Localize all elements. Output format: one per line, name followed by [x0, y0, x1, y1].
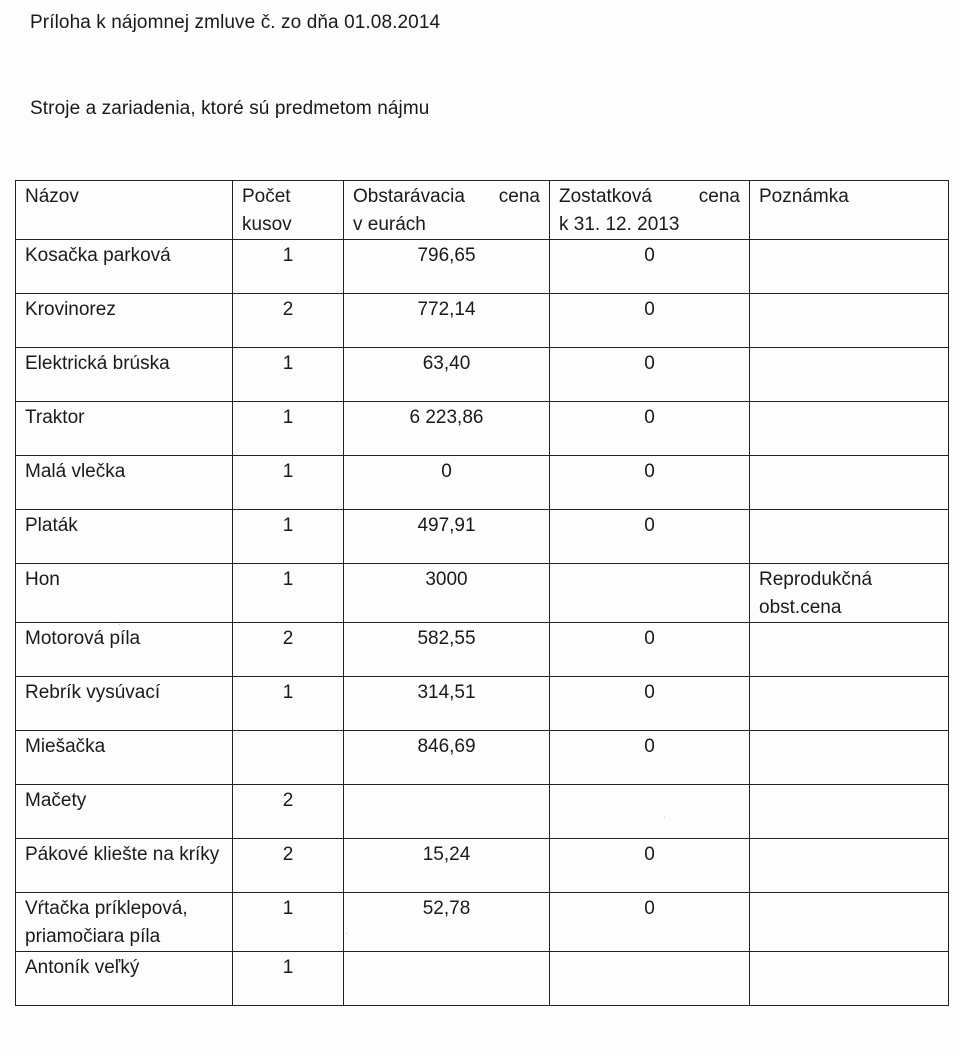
cell-name — [16, 564, 233, 623]
table-row — [16, 785, 949, 839]
cell-name — [16, 731, 233, 785]
cell-note — [750, 240, 949, 294]
cell-name — [16, 893, 233, 952]
cell-price — [344, 294, 550, 348]
cell-price-text: 846,69 — [417, 736, 476, 757]
cell-residual-text: 0 — [644, 299, 655, 320]
cell-count-text: 1 — [282, 461, 294, 482]
cell-note — [750, 785, 949, 839]
cell-residual — [550, 348, 750, 402]
cell-residual — [550, 839, 750, 893]
cell-count-text: 2 — [282, 844, 294, 865]
cell-count-text: 1 — [282, 569, 294, 590]
cell-price-text: 15,24 — [422, 844, 471, 865]
table-row — [16, 677, 949, 731]
header-count-line1: Počet — [242, 186, 291, 207]
cell-name-text: Kosačka parková — [25, 245, 171, 266]
cell-residual-text: 0 — [644, 461, 655, 482]
cell-count — [233, 839, 344, 893]
cell-name — [16, 839, 233, 893]
cell-price — [344, 839, 550, 893]
cell-price — [344, 456, 550, 510]
cell-name — [16, 348, 233, 402]
cell-residual-text: 0 — [644, 407, 655, 428]
table-body — [16, 240, 949, 1006]
cell-price — [344, 785, 550, 839]
cell-count-text: 1 — [282, 353, 294, 374]
cell-price — [344, 893, 550, 952]
table-row — [16, 510, 949, 564]
cell-price-text: 0 — [441, 461, 452, 482]
cell-count-text: 1 — [282, 407, 294, 428]
cell-count-text: 2 — [282, 628, 294, 649]
table-row — [16, 731, 949, 785]
equipment-table — [15, 180, 949, 1006]
cell-price — [344, 731, 550, 785]
cell-count — [233, 240, 344, 294]
header-price-line1: Obstarávacia cena — [353, 186, 540, 207]
cell-count — [233, 893, 344, 952]
cell-residual — [550, 623, 750, 677]
cell-price-text: 582,55 — [417, 628, 476, 649]
cell-residual — [550, 456, 750, 510]
cell-residual — [550, 677, 750, 731]
cell-residual — [550, 402, 750, 456]
header-residual — [550, 181, 750, 240]
cell-name-text: Miešačka — [25, 736, 106, 757]
cell-note-text: Reprodukčná obst.cena — [759, 569, 873, 618]
cell-count — [233, 294, 344, 348]
cell-name-text: Rebrík vysúvací — [25, 682, 161, 703]
cell-name — [16, 240, 233, 294]
cell-note — [750, 731, 949, 785]
cell-note — [750, 564, 949, 623]
table-row — [16, 348, 949, 402]
cell-residual — [550, 785, 750, 839]
cell-note — [750, 510, 949, 564]
header-count — [233, 181, 344, 240]
cell-price-text: 772,14 — [417, 299, 476, 320]
cell-name — [16, 456, 233, 510]
table-row — [16, 893, 949, 952]
cell-name — [16, 785, 233, 839]
cell-residual-text: 0 — [644, 736, 655, 757]
cell-note — [750, 348, 949, 402]
cell-residual — [550, 240, 750, 294]
cell-price-text: 314,51 — [417, 682, 476, 703]
cell-price — [344, 348, 550, 402]
document-title: Príloha k nájomnej zmluve č. zo dňa 01.08.2014 — [30, 12, 441, 33]
cell-residual-text: 0 — [644, 628, 655, 649]
cell-count-text: 1 — [282, 898, 294, 919]
cell-name — [16, 677, 233, 731]
cell-count-text: 1 — [282, 245, 294, 266]
cell-residual — [550, 564, 750, 623]
cell-residual-text: 0 — [644, 682, 655, 703]
header-price-line2: v eurách — [353, 214, 426, 235]
cell-count — [233, 456, 344, 510]
cell-count-text: 1 — [282, 682, 294, 703]
cell-name-text: Elektrická brúska — [25, 353, 170, 374]
cell-name — [16, 952, 233, 1006]
cell-residual — [550, 952, 750, 1006]
cell-count — [233, 510, 344, 564]
cell-residual — [550, 510, 750, 564]
cell-price-text: 52,78 — [422, 898, 471, 919]
table-header-row — [16, 181, 949, 240]
cell-name-text: Traktor — [25, 407, 85, 428]
table-row — [16, 564, 949, 623]
cell-note — [750, 294, 949, 348]
cell-price-text: 6 223,86 — [409, 407, 484, 428]
cell-price-text: 63,40 — [422, 353, 471, 374]
cell-note — [750, 402, 949, 456]
header-name: Názov — [16, 181, 233, 240]
cell-note — [750, 893, 949, 952]
scan-speck: · — [663, 812, 667, 823]
cell-residual-text: 0 — [644, 245, 655, 266]
cell-price — [344, 677, 550, 731]
cell-count-text: 1 — [282, 957, 294, 978]
cell-count — [233, 677, 344, 731]
document-subtitle: Stroje a zariadenia, ktoré sú predmetom nájmu — [30, 98, 430, 119]
cell-name-text: Malá vlečka — [25, 461, 126, 482]
cell-residual — [550, 893, 750, 952]
cell-price-text: 796,65 — [417, 245, 476, 266]
header-note: Poznámka — [750, 181, 949, 240]
cell-name — [16, 294, 233, 348]
cell-residual-text: 0 — [644, 898, 655, 919]
cell-price — [344, 952, 550, 1006]
cell-count — [233, 402, 344, 456]
table-row — [16, 623, 949, 677]
cell-note — [750, 623, 949, 677]
header-residual-line2: k 31. 12. 2013 — [559, 214, 680, 235]
cell-count-text: 2 — [282, 790, 294, 811]
cell-name-text: Krovinorez — [25, 299, 116, 320]
cell-count-text: 2 — [282, 299, 294, 320]
cell-residual-text: 0 — [644, 844, 655, 865]
cell-residual — [550, 731, 750, 785]
cell-count — [233, 952, 344, 1006]
header-residual-line1: Zostatková cena — [559, 186, 740, 207]
cell-price — [344, 623, 550, 677]
cell-price — [344, 510, 550, 564]
cell-name-text: Motorová píla — [25, 628, 141, 649]
cell-count — [233, 348, 344, 402]
scan-speck: · — [118, 619, 122, 630]
cell-name — [16, 623, 233, 677]
cell-name-text: Antoník veľký — [25, 957, 140, 978]
cell-name — [16, 402, 233, 456]
cell-note — [750, 677, 949, 731]
cell-residual — [550, 294, 750, 348]
header-count-line2: kusov — [242, 214, 292, 235]
cell-count — [233, 731, 344, 785]
table-row — [16, 294, 949, 348]
table-row — [16, 839, 949, 893]
table-row — [16, 456, 949, 510]
scan-speck: · — [345, 928, 349, 939]
cell-residual-text: 0 — [644, 515, 655, 536]
cell-residual-text: 0 — [644, 353, 655, 374]
cell-price — [344, 240, 550, 294]
cell-price-text: 3000 — [425, 569, 468, 590]
cell-price — [344, 402, 550, 456]
cell-name-text: Vŕtačka príklepová, priamočiara píla — [25, 898, 188, 947]
cell-count — [233, 623, 344, 677]
table-row — [16, 240, 949, 294]
cell-name-text: Mačety — [25, 790, 87, 811]
header-price — [344, 181, 550, 240]
cell-name-text: Pákové kliešte na kríky — [25, 844, 220, 865]
cell-count-text: 1 — [282, 515, 294, 536]
cell-note — [750, 839, 949, 893]
cell-note — [750, 952, 949, 1006]
cell-name — [16, 510, 233, 564]
table-row — [16, 402, 949, 456]
cell-price — [344, 564, 550, 623]
cell-name-text: Platák — [25, 515, 78, 536]
cell-note — [750, 456, 949, 510]
cell-price-text: 497,91 — [417, 515, 476, 536]
cell-count — [233, 564, 344, 623]
cell-count — [233, 785, 344, 839]
table-row — [16, 952, 949, 1006]
cell-name-text: Hon — [25, 569, 60, 590]
